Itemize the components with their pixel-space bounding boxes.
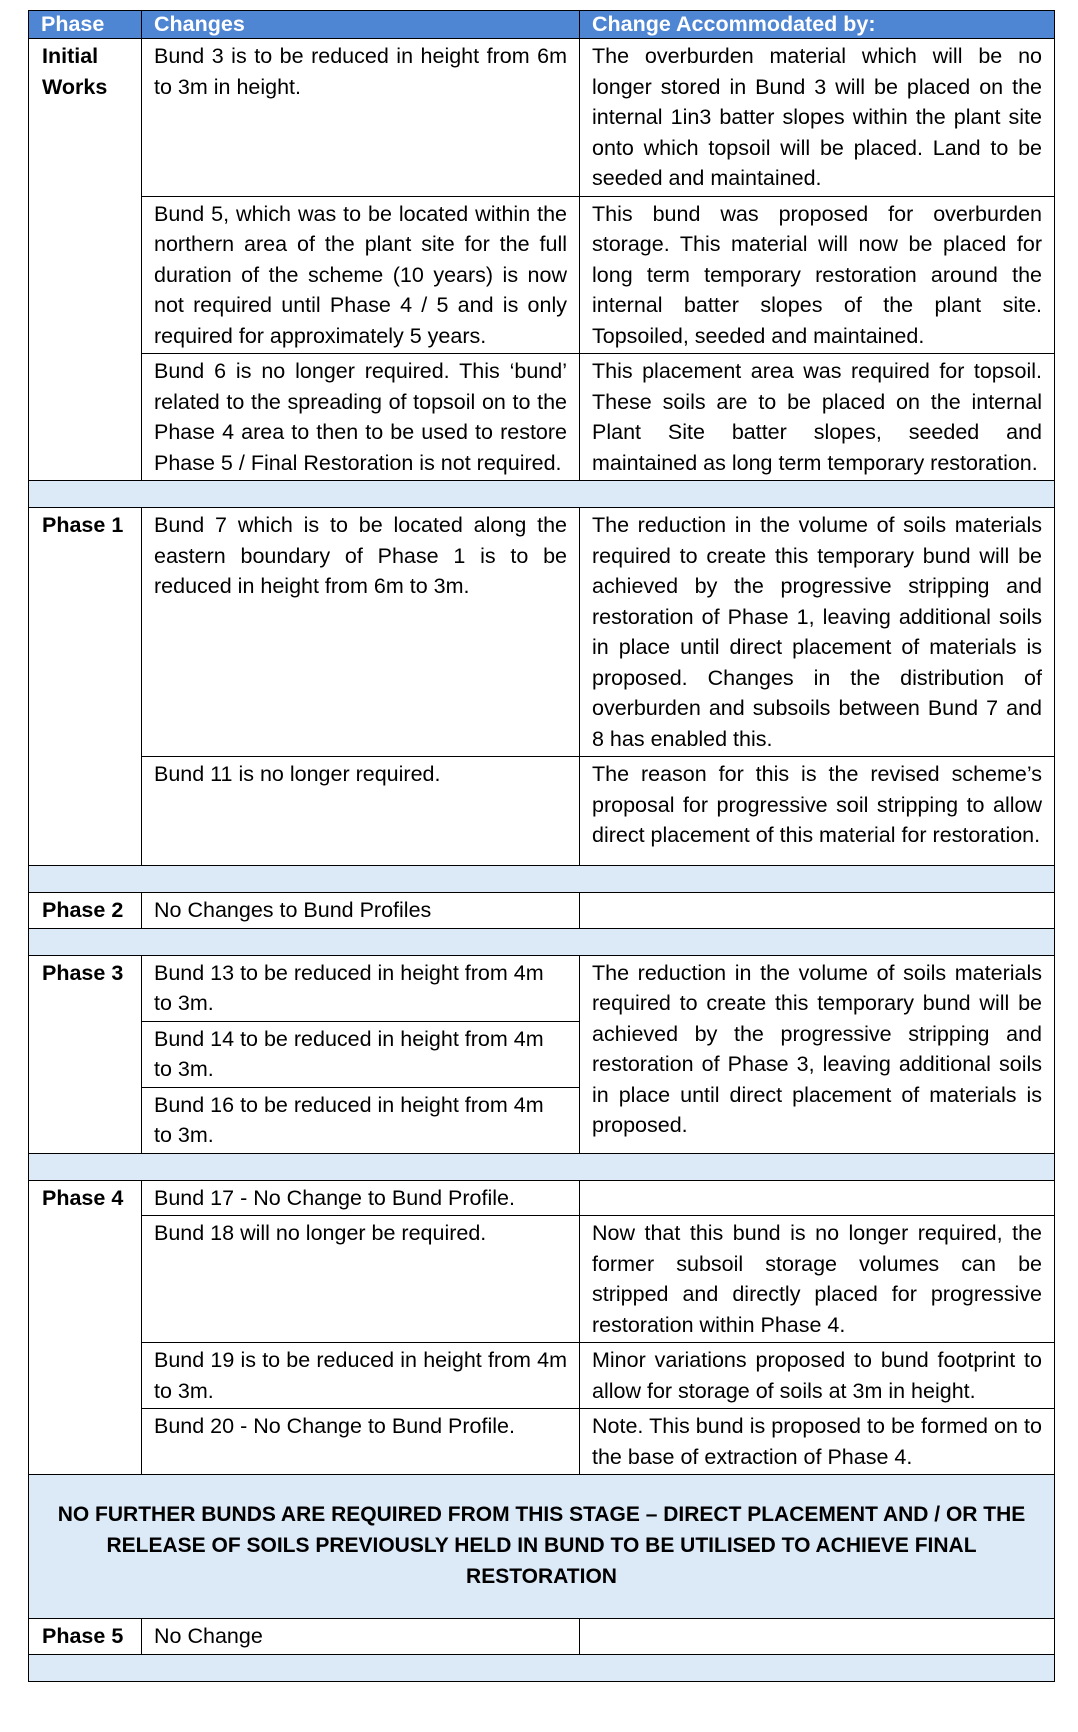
spacer-cell bbox=[29, 1654, 1055, 1681]
change-cell: Bund 19 is to be reduced in height from 4m to 3m. bbox=[142, 1343, 580, 1409]
accommodated-cell: This bund was proposed for overburden storage. This material will now be placed for long term temporary restoration around the internal batter slopes of the plant site. Topsoiled, seeded and maintained. bbox=[580, 196, 1055, 354]
change-cell: Bund 7 which is to be located along the eastern boundary of Phase 1 is to be reduced in height from 6m to 3m. bbox=[142, 508, 580, 757]
spacer-row bbox=[29, 1654, 1055, 1681]
change-cell: Bund 20 - No Change to Bund Profile. bbox=[142, 1409, 580, 1475]
change-cell: Bund 13 to be reduced in height from 4m to 3m. bbox=[142, 955, 580, 1021]
change-cell: Bund 6 is no longer required. This ‘bund’ related to the spreading of topsoil on to the Phase 4 area to then to be used to restore Phase 5 / Final Restoration is not required. bbox=[142, 354, 580, 481]
change-cell: Bund 16 to be reduced in height from 4m to 3m. bbox=[142, 1087, 580, 1153]
document-page bbox=[28, 10, 1054, 1682]
accommodated-cell: Minor variations proposed to bund footprint to allow for storage of soils at 3m in height. bbox=[580, 1343, 1055, 1409]
phase-label-initial: Initial Works bbox=[29, 39, 142, 481]
spacer-cell bbox=[29, 481, 1055, 508]
header-phase: Phase bbox=[29, 11, 142, 39]
table-row bbox=[29, 354, 1055, 481]
spacer-row bbox=[29, 481, 1055, 508]
change-cell: Bund 11 is no longer required. bbox=[142, 757, 580, 866]
table-row bbox=[29, 39, 1055, 197]
spacer-cell bbox=[29, 866, 1055, 893]
accommodated-cell: The reduction in the volume of soils materials required to create this temporary bund will be achieved by the progressive stripping and restoration of Phase 3, leaving additional soils in place until direct placement of materials is proposed. bbox=[580, 955, 1055, 1153]
bund-changes-table bbox=[28, 10, 1055, 1682]
spacer-cell bbox=[29, 1153, 1055, 1180]
table-row bbox=[29, 1216, 1055, 1343]
spacer-row bbox=[29, 1153, 1055, 1180]
spacer-row bbox=[29, 928, 1055, 955]
spacer-row bbox=[29, 866, 1055, 893]
accommodated-cell: Now that this bund is no longer required, the former subsoil storage volumes can be stripped and directly placed for progressive restoration within Phase 4. bbox=[580, 1216, 1055, 1343]
note-row bbox=[29, 1475, 1055, 1619]
accommodated-cell bbox=[580, 1619, 1055, 1655]
accommodated-cell bbox=[580, 893, 1055, 929]
table-row bbox=[29, 1180, 1055, 1216]
change-cell: Bund 14 to be reduced in height from 4m to 3m. bbox=[142, 1021, 580, 1087]
change-cell: Bund 18 will no longer be required. bbox=[142, 1216, 580, 1343]
table-row bbox=[29, 955, 1055, 1021]
accommodated-cell bbox=[580, 1180, 1055, 1216]
phase-label-2: Phase 2 bbox=[29, 893, 142, 929]
table-row bbox=[29, 1343, 1055, 1409]
change-cell: Bund 5, which was to be located within the northern area of the plant site for the full duration of the scheme (10 years) is now not required until Phase 4 / 5 and is only required for approximately 5 years. bbox=[142, 196, 580, 354]
change-cell: No Changes to Bund Profiles bbox=[142, 893, 580, 929]
accommodated-cell: The reduction in the volume of soils materials required to create this temporary bund will be achieved by the progressive stripping and restoration of Phase 1, leaving additional soils in place until direct placement of materials is proposed. Changes in the distribution of overburden and subsoils between Bund 7 and 8 has enabled this. bbox=[580, 508, 1055, 757]
accommodated-cell: The reason for this is the revised scheme’s proposal for progressive soil stripping to allow direct placement of this material for restoration. bbox=[580, 757, 1055, 866]
phase-label-5: Phase 5 bbox=[29, 1619, 142, 1655]
accommodated-cell: Note. This bund is proposed to be formed on to the base of extraction of Phase 4. bbox=[580, 1409, 1055, 1475]
phase-label-1: Phase 1 bbox=[29, 508, 142, 866]
table-row bbox=[29, 757, 1055, 866]
table-row bbox=[29, 1619, 1055, 1655]
table-row bbox=[29, 1409, 1055, 1475]
change-cell: Bund 3 is to be reduced in height from 6m to 3m in height. bbox=[142, 39, 580, 197]
table-row bbox=[29, 508, 1055, 757]
spacer-cell bbox=[29, 928, 1055, 955]
change-cell: No Change bbox=[142, 1619, 580, 1655]
final-restoration-note: NO FURTHER BUNDS ARE REQUIRED FROM THIS STAGE – DIRECT PLACEMENT AND / OR THE RELEASE OF SOILS PREVIOUSLY HELD IN BUND TO BE UTILISED TO ACHIEVE FINAL RESTORATION bbox=[29, 1475, 1055, 1619]
phase-label-3: Phase 3 bbox=[29, 955, 142, 1153]
header-changes: Changes bbox=[142, 11, 580, 39]
header-row bbox=[29, 11, 1055, 39]
table-row bbox=[29, 893, 1055, 929]
phase-label-4: Phase 4 bbox=[29, 1180, 142, 1475]
table-row bbox=[29, 196, 1055, 354]
accommodated-cell: The overburden material which will be no longer stored in Bund 3 will be placed on the internal 1in3 batter slopes within the plant site onto which topsoil will be placed. Land to be seeded and maintained. bbox=[580, 39, 1055, 197]
accommodated-cell: This placement area was required for topsoil. These soils are to be placed on the internal Plant Site batter slopes, seeded and maintained as long term temporary restoration. bbox=[580, 354, 1055, 481]
header-accommodated: Change Accommodated by: bbox=[580, 11, 1055, 39]
change-cell: Bund 17 - No Change to Bund Profile. bbox=[142, 1180, 580, 1216]
